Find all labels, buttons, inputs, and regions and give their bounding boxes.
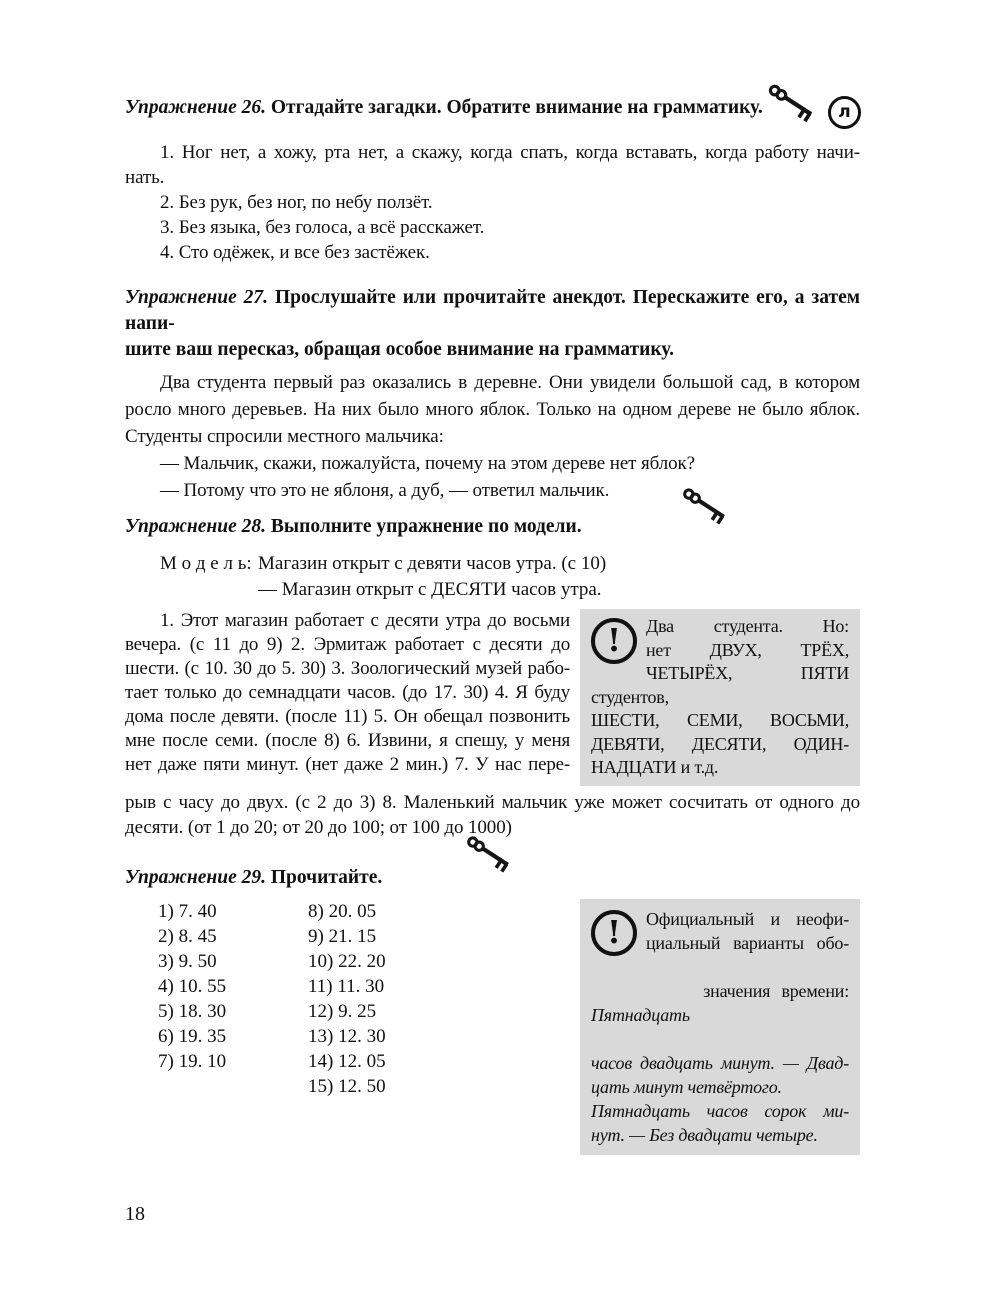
- times-column-1: [158, 899, 308, 1099]
- exercise-28-continuation: [125, 790, 860, 840]
- riddle-line: 4. Сто одёжек, и все без застёжек.: [160, 242, 430, 263]
- dialogue-line: — Мальчик, скажи, пожалуйста, почему на этом дереве нет яблок?: [160, 453, 695, 474]
- note-line: циальный варианты обо-: [646, 932, 849, 953]
- note-line: Официальный и неофи-: [646, 908, 849, 929]
- paragraph-line: росло много деревьев. На них было много яблок. Только на одном дереве не было яблок.: [125, 399, 860, 420]
- exercise-26-title: Отгадайте загадки. Обратите внимание на грамматику.: [270, 97, 763, 118]
- sentence-line: нет даже пяти минут. (нет даже 2 мин.) 7. У нас пере-: [125, 754, 570, 775]
- time-item: 12) 9. 25: [308, 1000, 377, 1022]
- note-line: нут. — Без двадцати четыре.: [591, 1124, 818, 1145]
- page-number: 18: [125, 1203, 145, 1225]
- time-item: 8) 20. 05: [308, 900, 377, 922]
- listening-icon: л: [828, 96, 861, 129]
- attention-icon: !: [591, 618, 637, 664]
- times-column-2: [308, 899, 488, 1099]
- riddle-line: 1. Ног нет, а хожу, рта нет, а скажу, когда спать, когда вставать, когда работу начи-: [160, 142, 860, 163]
- exercise-29-title: Прочитайте.: [270, 866, 383, 888]
- time-item: 6) 19. 35: [158, 1025, 227, 1047]
- sentence-line: тает только до семнадцати часов. (до 17. 30) 4. Я буду: [125, 682, 570, 703]
- time-item: 15) 12. 50: [308, 1075, 386, 1097]
- exercise-27-title-part1: Прослушайте или прочитайте анекдот. Перескажите его, а затем напи-: [125, 287, 861, 334]
- exercise-26-riddles: [125, 140, 860, 265]
- time-item: 14) 12. 05: [308, 1050, 386, 1072]
- model-line-1: Магазин открыт с девяти часов утра. (с 10): [258, 553, 607, 574]
- time-item: 5) 18. 30: [158, 1000, 227, 1022]
- times-list: [125, 899, 578, 1099]
- exercise-29-label: Упражнение 29.: [125, 866, 266, 888]
- model-line-2: — Магазин открыт с ДЕСЯТИ часов утра.: [258, 579, 602, 600]
- note-line: Два студента. Но:: [646, 616, 849, 636]
- note-line-regular: значения времени:: [703, 980, 854, 1001]
- note-line: часов двадцать минут. — Двад-: [591, 1052, 849, 1073]
- note-line: НАДЦАТИ и т.д.: [591, 757, 719, 777]
- sentence-line: вечера. (с 11 до 9) 2. Эрмитаж работает с десяти до: [125, 634, 570, 655]
- note-line: ЧЕТЫРЁХ, ПЯТИ студентов,: [591, 663, 854, 707]
- time-item: 11) 11. 30: [308, 975, 385, 997]
- exercise-27-title-part2: шите ваш пересказ, обращая особое внимание на грамматику.: [125, 339, 674, 360]
- exercise-28-text-column: [125, 609, 570, 777]
- grammar-note-box: [580, 609, 860, 786]
- sentence-line: десяти. (от 1 до 20; от 20 до 100; от 100 до 1000): [125, 816, 512, 838]
- time-item: 2) 8. 45: [158, 925, 217, 947]
- sentence-line: рыв с часу до двух. (с 2 до 3) 8. Маленький мальчик уже может сосчитать от одного до: [125, 791, 860, 813]
- page-content: [125, 0, 860, 1155]
- attention-icon: !: [591, 910, 637, 956]
- time-note-box: [580, 899, 860, 1155]
- exercise-27-label: Упражнение 27.: [125, 287, 269, 308]
- exercise-27-heading-line1: [125, 285, 860, 337]
- time-item: 3) 9. 50: [158, 950, 217, 972]
- exercise-28-label: Упражнение 28.: [125, 516, 266, 537]
- time-item: 1) 7. 40: [158, 900, 217, 922]
- sentence-line: 1. Этот магазин работает с десяти утра до восьми: [160, 610, 570, 631]
- exercise-28-body: [125, 609, 860, 786]
- note-line-italic: Пятнадцать: [591, 1004, 690, 1025]
- dialogue-line: — Потому что это не яблоня, а дуб, — ответил мальчик.: [160, 480, 610, 501]
- exercise-29-heading: [125, 865, 860, 891]
- exercise-27-heading: [125, 285, 860, 363]
- time-item: 7) 19. 10: [158, 1050, 227, 1072]
- note-line: Пятнадцать часов сорок ми-: [591, 1100, 849, 1121]
- riddle-line: 2. Без рук, без ног, по небу ползёт.: [160, 192, 433, 213]
- sentence-line: мне после семи. (после 8) 6. Извини, я спешу, у меня: [125, 730, 570, 751]
- exercise-28-title: Выполните упражнение по модели.: [270, 516, 582, 537]
- time-item: 10) 22. 20: [308, 950, 386, 972]
- model-label: М о д е л ь:: [160, 553, 252, 574]
- exercise-28-heading: [125, 514, 860, 540]
- exercise-28-model: [125, 551, 860, 603]
- riddle-line: нать.: [125, 167, 165, 188]
- paragraph-line: Два студента первый раз оказались в деревне. Они увидели большой сад, в котором: [160, 372, 860, 393]
- note-line: [591, 955, 854, 1051]
- exercise-27-anecdote: [125, 369, 860, 504]
- exercise-29-body: [125, 899, 860, 1155]
- time-item: 9) 21. 15: [308, 925, 377, 947]
- time-item: 13) 12. 30: [308, 1025, 386, 1047]
- note-line: нет ДВУХ, ТРЁХ,: [646, 639, 849, 660]
- exercise-26-heading: [125, 95, 860, 121]
- time-item: 4) 10. 55: [158, 975, 227, 997]
- note-line: ДЕВЯТИ, ДЕСЯТИ, ОДИН-: [591, 733, 849, 754]
- riddle-line: 3. Без языка, без голоса, а всё расскажет.: [160, 217, 485, 238]
- paragraph-line: Студенты спросили местного мальчика:: [125, 426, 444, 447]
- exercise-26-label: Упражнение 26.: [125, 97, 266, 118]
- note-line: ШЕСТИ, СЕМИ, ВОСЬМИ,: [591, 710, 849, 730]
- sentence-line: дома после девяти. (после 11) 5. Он обещал позвонить: [125, 706, 570, 727]
- sentence-line: шести. (с 10. 30 до 5. 30) 3. Зоологический музей рабо-: [125, 658, 570, 679]
- note-line: цать минут четвёртого.: [591, 1076, 782, 1097]
